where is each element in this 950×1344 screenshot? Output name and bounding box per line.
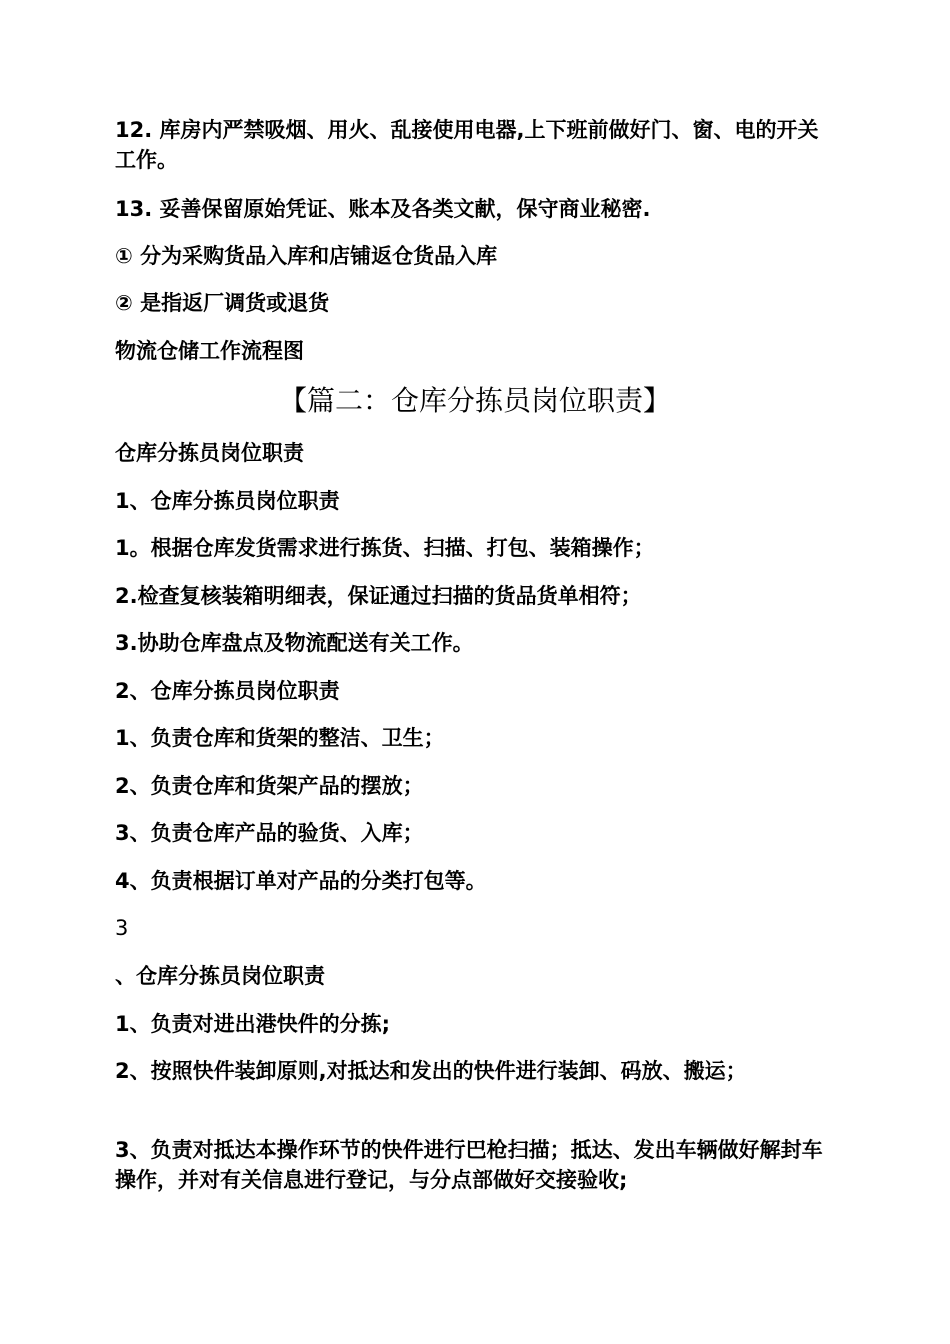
note-2: ② 是指返厂调货或退货 [115,291,330,315]
list-item: 1。根据仓库发货需求进行拣货、扫描、打包、装箱操作； [115,536,655,560]
subheading-3: 、仓库分拣员岗位职责 [115,964,325,988]
subheading-2: 2、仓库分拣员岗位职责 [115,679,340,703]
list-item: 3.协助仓库盘点及物流配送有关工作。 [115,631,474,655]
list-item: 1、负责对进出港快件的分拣; [115,1012,391,1036]
subheading-3-number: 3 [115,916,129,940]
list-item: 3、负责仓库产品的验货、入库； [115,821,424,845]
list-item: 2、按照快件装卸原则,对抵达和发出的快件进行装卸、码放、搬运； [115,1059,747,1083]
list-item: 4、负责根据订单对产品的分类打包等。 [115,869,487,893]
note-1: ① 分为采购货品入库和店铺返仓货品入库 [115,244,498,268]
paragraph-rule-13: 13. 妥善保留原始凭证、账本及各类文献，保守商业秘密. [115,197,651,221]
list-item: 2、负责仓库和货架产品的摆放； [115,774,424,798]
section-title: 【篇二：仓库分拣员岗位职责】 [278,384,671,417]
subheading-1: 1、仓库分拣员岗位职责 [115,489,340,513]
paragraph-rule-12: 12. 库房内严禁吸烟、用火、乱接使用电器,上下班前做好门、窗、电的开关工作。 [115,118,819,172]
section-heading: 仓库分拣员岗位职责 [115,441,304,465]
flowchart-caption: 物流仓储工作流程图 [115,339,304,363]
list-item: 3、负责对抵达本操作环节的快件进行巴枪扫描；抵达、发出车辆做好解封车操作，并对有关信息进行登记，与分点部做好交接验收; [115,1138,823,1192]
list-item: 1、负责仓库和货架的整洁、卫生； [115,726,445,750]
list-item: 2.检查复核装箱明细表，保证通过扫描的货品货单相符； [115,584,642,608]
